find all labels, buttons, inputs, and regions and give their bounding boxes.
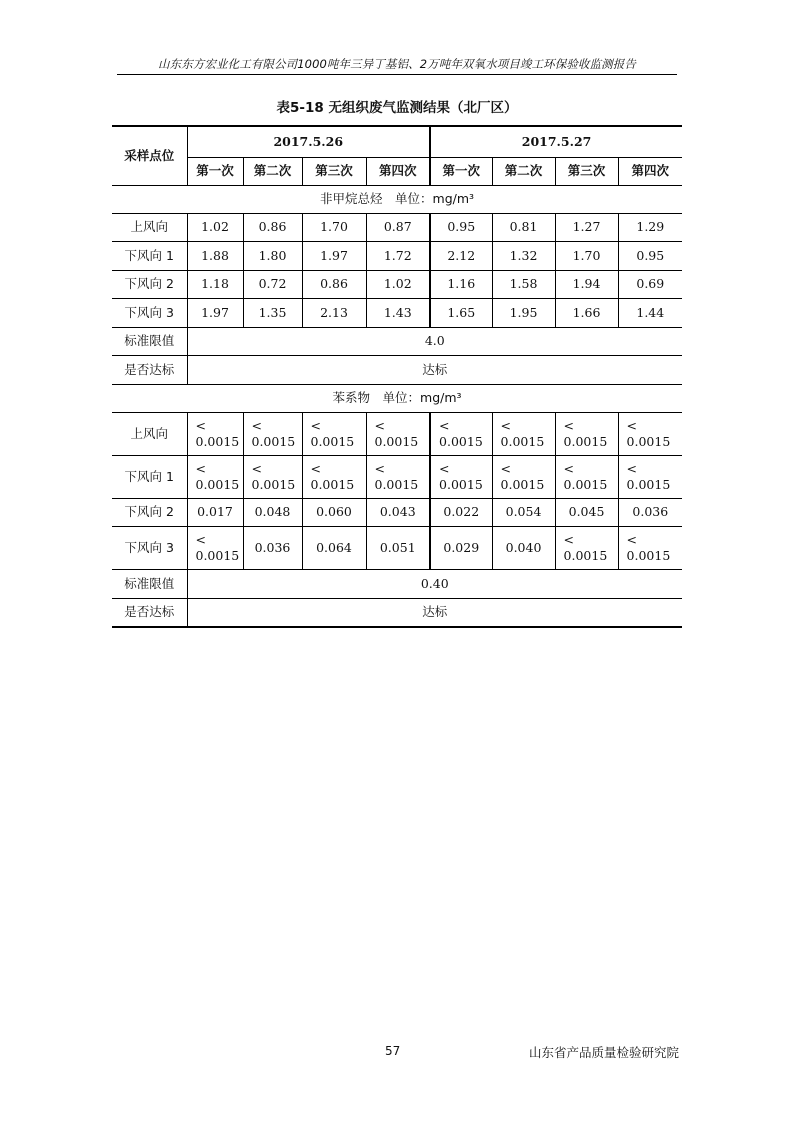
date-header: 2017.5.27	[430, 126, 682, 157]
value-cell: 1.16	[430, 270, 492, 299]
table-row	[112, 412, 682, 455]
value-cell: < 0.0015	[243, 455, 302, 498]
value-cell: 1.18	[187, 270, 243, 299]
value-cell: 0.048	[243, 498, 302, 527]
round-header: 第一次	[187, 157, 243, 185]
row-header-cell: 采样点位	[112, 126, 187, 185]
value-cell: < 0.0015	[302, 455, 366, 498]
value-cell: 0.043	[366, 498, 430, 527]
compliance-value: 达标	[187, 356, 682, 385]
value-cell: 0.86	[243, 213, 302, 242]
footer-organization: 山东省产品质量检验研究院	[528, 1045, 679, 1060]
value-cell: 1.66	[555, 299, 618, 328]
sampling-point-label: 下风向 2	[112, 498, 187, 527]
compliance-label: 是否达标	[112, 356, 187, 385]
value-cell: 1.88	[187, 242, 243, 271]
value-cell: 1.97	[302, 242, 366, 271]
value-cell: 2.13	[302, 299, 366, 328]
value-cell: < 0.0015	[492, 412, 555, 455]
value-cell: 1.35	[243, 299, 302, 328]
page-number: 57	[385, 1044, 401, 1058]
limit-value: 0.40	[187, 570, 682, 599]
value-cell: 0.064	[302, 527, 366, 570]
value-cell: 1.97	[187, 299, 243, 328]
round-header: 第二次	[492, 157, 555, 185]
table-row	[112, 213, 682, 242]
value-cell: < 0.0015	[618, 527, 682, 570]
limit-row	[112, 327, 682, 356]
section-title: 苯系物 单位：mg/m³	[112, 384, 682, 412]
value-cell: 1.95	[492, 299, 555, 328]
value-cell: 0.86	[302, 270, 366, 299]
value-cell: 1.94	[555, 270, 618, 299]
round-header: 第三次	[555, 157, 618, 185]
round-header: 第四次	[618, 157, 682, 185]
compliance-value: 达标	[187, 598, 682, 627]
value-cell: 0.060	[302, 498, 366, 527]
section-title-row	[112, 185, 682, 213]
value-cell: 0.95	[618, 242, 682, 271]
section-title: 非甲烷总烃 单位：mg/m³	[112, 185, 682, 213]
table-row	[112, 299, 682, 328]
value-cell: 0.72	[243, 270, 302, 299]
date-header: 2017.5.26	[187, 126, 430, 157]
value-cell: 0.81	[492, 213, 555, 242]
limit-label: 标准限值	[112, 570, 187, 599]
value-cell: 0.017	[187, 498, 243, 527]
limit-value: 4.0	[187, 327, 682, 356]
compliance-label: 是否达标	[112, 598, 187, 627]
monitoring-results-table	[112, 125, 682, 628]
value-cell: 0.95	[430, 213, 492, 242]
value-cell: 0.040	[492, 527, 555, 570]
sampling-point-label: 下风向 1	[112, 455, 187, 498]
value-cell: 0.054	[492, 498, 555, 527]
round-header: 第三次	[302, 157, 366, 185]
value-cell: < 0.0015	[492, 455, 555, 498]
table-row	[112, 498, 682, 527]
header-row-rounds	[112, 157, 682, 185]
page-header: 山东东方宏业化工有限公司1000吨年三异丁基铝、2万吨年双氧水项目竣工环保验收监测报告	[158, 57, 636, 71]
value-cell: 1.02	[366, 270, 430, 299]
value-cell: 0.036	[243, 527, 302, 570]
value-cell: 1.80	[243, 242, 302, 271]
round-header: 第一次	[430, 157, 492, 185]
header-rule	[117, 74, 677, 75]
value-cell: 1.27	[555, 213, 618, 242]
sampling-point-label: 下风向 2	[112, 270, 187, 299]
value-cell: < 0.0015	[187, 412, 243, 455]
table-row	[112, 242, 682, 271]
value-cell: 1.29	[618, 213, 682, 242]
round-header: 第四次	[366, 157, 430, 185]
round-header: 第二次	[243, 157, 302, 185]
value-cell: < 0.0015	[555, 455, 618, 498]
value-cell: 0.022	[430, 498, 492, 527]
value-cell: 0.029	[430, 527, 492, 570]
value-cell: < 0.0015	[302, 412, 366, 455]
value-cell: < 0.0015	[430, 455, 492, 498]
compliance-row	[112, 598, 682, 627]
value-cell: < 0.0015	[555, 527, 618, 570]
value-cell: 0.051	[366, 527, 430, 570]
value-cell: 1.70	[302, 213, 366, 242]
value-cell: 1.58	[492, 270, 555, 299]
value-cell: 1.65	[430, 299, 492, 328]
limit-row	[112, 570, 682, 599]
value-cell: < 0.0015	[618, 412, 682, 455]
table-row	[112, 270, 682, 299]
value-cell: < 0.0015	[366, 455, 430, 498]
table-row	[112, 455, 682, 498]
value-cell: < 0.0015	[366, 412, 430, 455]
sampling-point-label: 上风向	[112, 213, 187, 242]
value-cell: < 0.0015	[430, 412, 492, 455]
section-title-row	[112, 384, 682, 412]
limit-label: 标准限值	[112, 327, 187, 356]
value-cell: < 0.0015	[243, 412, 302, 455]
value-cell: 0.87	[366, 213, 430, 242]
sampling-point-label: 下风向 3	[112, 299, 187, 328]
compliance-row	[112, 356, 682, 385]
sampling-point-label: 下风向 3	[112, 527, 187, 570]
value-cell: 1.02	[187, 213, 243, 242]
value-cell: 1.70	[555, 242, 618, 271]
value-cell: 2.12	[430, 242, 492, 271]
table-caption: 表5-18 无组织废气监测结果（北厂区）	[276, 100, 518, 116]
value-cell: 1.44	[618, 299, 682, 328]
value-cell: < 0.0015	[187, 455, 243, 498]
value-cell: 1.32	[492, 242, 555, 271]
value-cell: < 0.0015	[618, 455, 682, 498]
value-cell: 0.036	[618, 498, 682, 527]
table-row	[112, 527, 682, 570]
value-cell: 1.72	[366, 242, 430, 271]
value-cell: < 0.0015	[187, 527, 243, 570]
value-cell: 1.43	[366, 299, 430, 328]
sampling-point-label: 下风向 1	[112, 242, 187, 271]
value-cell: 0.045	[555, 498, 618, 527]
header-row-dates	[112, 126, 682, 157]
value-cell: < 0.0015	[555, 412, 618, 455]
sampling-point-label: 上风向	[112, 412, 187, 455]
value-cell: 0.69	[618, 270, 682, 299]
